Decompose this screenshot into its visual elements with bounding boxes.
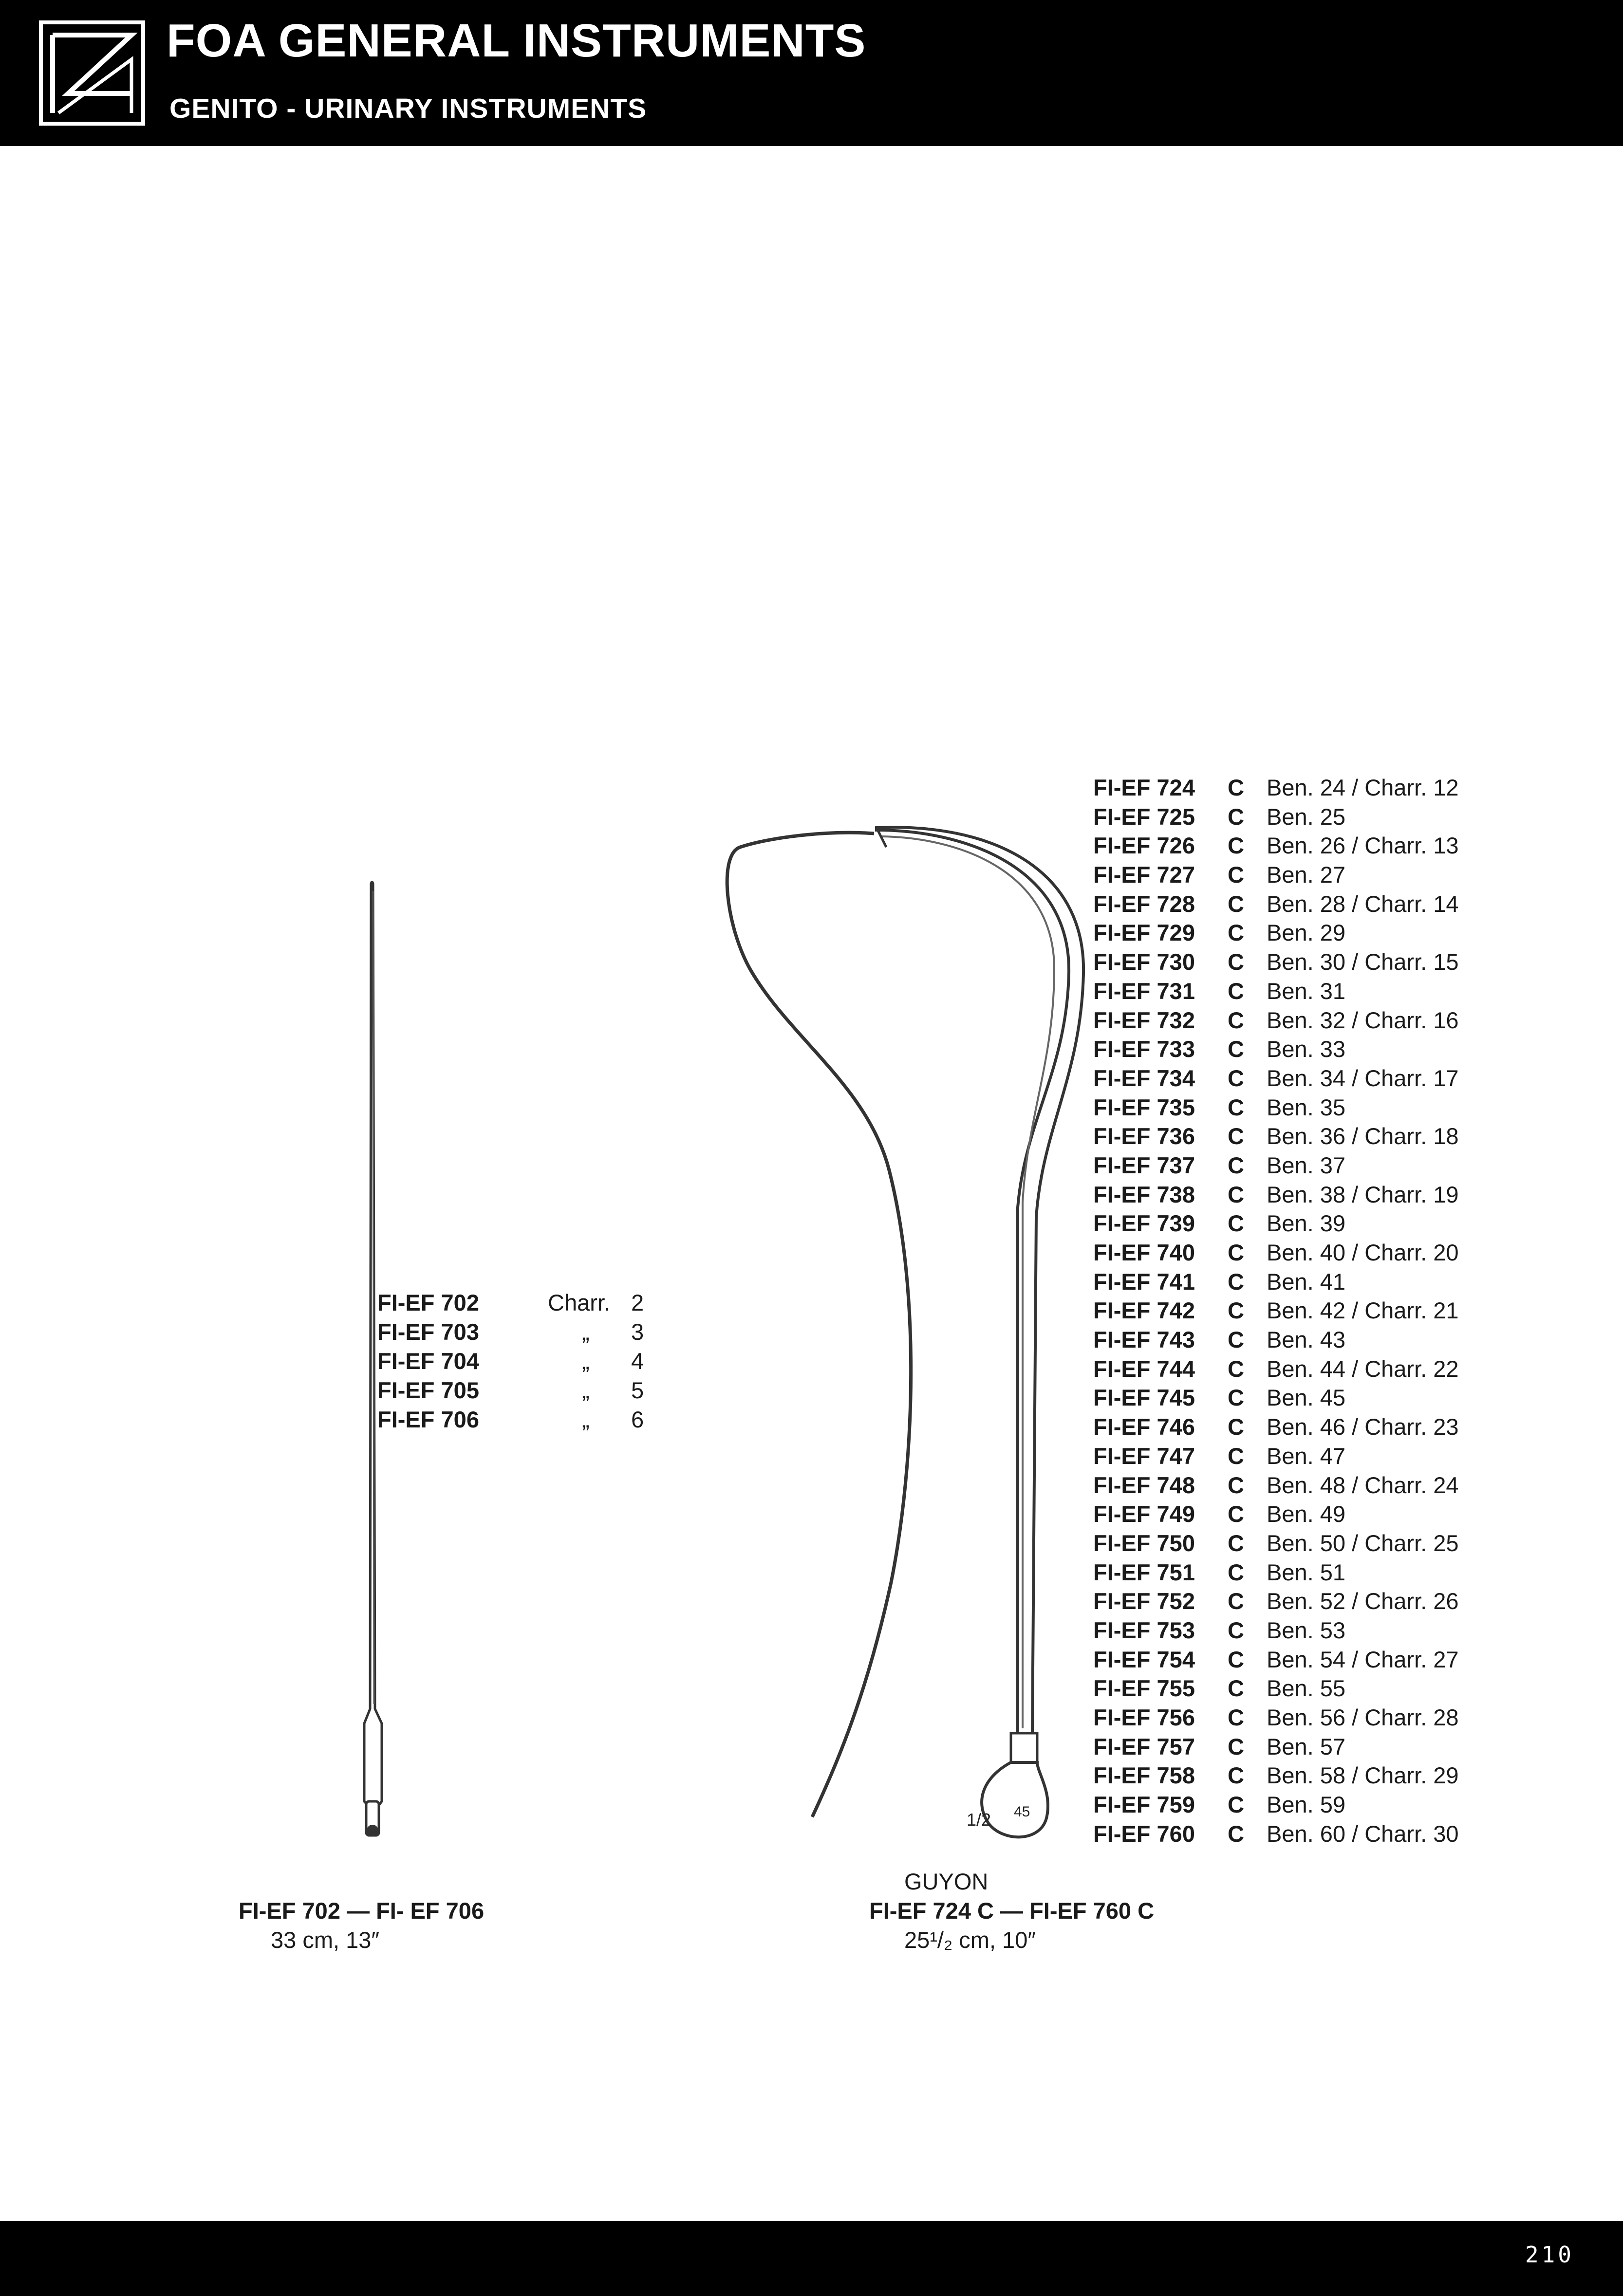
product-suffix: C [1228, 1501, 1244, 1527]
table-row [377, 1317, 660, 1347]
product-suffix: C [1228, 1355, 1244, 1382]
product-code: FI-EF 729 [1093, 920, 1195, 946]
product-suffix: C [1228, 1617, 1244, 1643]
table-row [1093, 773, 1595, 802]
table-row [377, 1376, 660, 1405]
size-value: Ben. 49 [1267, 1501, 1346, 1527]
table-row [1093, 1471, 1595, 1500]
product-code: FI-EF 751 [1093, 1559, 1195, 1585]
table-row [1093, 1412, 1595, 1442]
product-suffix: C [1228, 1152, 1244, 1178]
product-code: FI-EF 736 [1093, 1123, 1195, 1149]
size-value: 5 [631, 1377, 644, 1403]
size-value: Ben. 50 / Charr. 25 [1267, 1530, 1459, 1556]
size-value: Ben. 57 [1267, 1733, 1346, 1759]
product-code: FI-EF 727 [1093, 862, 1195, 888]
table-row [1093, 831, 1595, 860]
product-suffix: C [1228, 775, 1244, 800]
table-row [377, 1347, 660, 1376]
filiform-caption [239, 1896, 484, 1955]
product-suffix: C [1228, 978, 1244, 1004]
table-row [1093, 1267, 1595, 1296]
product-suffix: C [1228, 1036, 1244, 1062]
product-suffix: C [1228, 949, 1244, 975]
size-value: Ben. 39 [1267, 1210, 1346, 1237]
size-value: Ben. 26 / Charr. 13 [1267, 833, 1459, 859]
ditto-mark: „ [582, 1319, 590, 1345]
product-code: FI-EF 725 [1093, 803, 1195, 830]
product-code: FI-EF 747 [1093, 1443, 1195, 1469]
product-suffix: C [1228, 1588, 1244, 1614]
product-code: FI-EF 750 [1093, 1530, 1195, 1556]
product-suffix: C [1228, 862, 1244, 888]
product-suffix: C [1228, 1792, 1244, 1818]
product-suffix: C [1228, 1646, 1244, 1672]
size-value: Ben. 45 [1267, 1385, 1346, 1411]
product-suffix: C [1228, 1123, 1244, 1149]
size-value: Ben. 48 / Charr. 24 [1267, 1472, 1459, 1498]
table-row [1093, 977, 1595, 1006]
size-value: Ben. 35 [1267, 1094, 1346, 1120]
product-suffix: C [1228, 1210, 1244, 1237]
size-value: Ben. 30 / Charr. 15 [1267, 949, 1459, 975]
table-row [1093, 1006, 1595, 1035]
size-value: Ben. 56 / Charr. 28 [1267, 1704, 1459, 1730]
table-row [1093, 860, 1595, 889]
size-value: Ben. 44 / Charr. 22 [1267, 1355, 1459, 1382]
table-row [1093, 1703, 1595, 1732]
product-code: FI-EF 752 [1093, 1588, 1195, 1614]
product-code: FI-EF 739 [1093, 1210, 1195, 1237]
product-code: FI-EF 702 [377, 1290, 479, 1315]
size-label: Charr. [548, 1290, 610, 1315]
product-suffix: C [1228, 1559, 1244, 1585]
product-suffix: C [1228, 1704, 1244, 1730]
section-title: GENITO - URINARY INSTRUMENTS [169, 93, 647, 124]
size-value: Ben. 54 / Charr. 27 [1267, 1646, 1459, 1672]
table-row [1093, 1558, 1595, 1587]
ditto-mark: „ [582, 1407, 590, 1432]
product-code: FI-EF 731 [1093, 978, 1195, 1004]
product-code: FI-EF 756 [1093, 1704, 1195, 1730]
guyon-caption [869, 1867, 1154, 1955]
table-row [1093, 889, 1595, 919]
size-value: Ben. 37 [1267, 1152, 1346, 1178]
size-value: Ben. 31 [1267, 978, 1346, 1004]
company-name: FOA GENERAL INSTRUMENTS [167, 15, 866, 67]
size-value: 6 [631, 1407, 644, 1432]
product-code: FI-EF 754 [1093, 1646, 1195, 1672]
size-mark-label: 45 [1014, 1804, 1030, 1820]
size-value: Ben. 41 [1267, 1268, 1346, 1295]
product-code: FI-EF 738 [1093, 1181, 1195, 1207]
product-suffix: C [1228, 1762, 1244, 1789]
table-row [1093, 1587, 1595, 1616]
table-row [1093, 1035, 1595, 1064]
product-suffix: C [1228, 1530, 1244, 1556]
product-suffix: C [1228, 1733, 1244, 1759]
size-value: Ben. 29 [1267, 920, 1346, 946]
table-row [1093, 1354, 1595, 1384]
ditto-mark: „ [582, 1377, 590, 1403]
size-value: Ben. 51 [1267, 1559, 1346, 1585]
size-value: 2 [631, 1290, 644, 1315]
product-code: FI-EF 724 [1093, 775, 1195, 800]
product-code: FI-EF 732 [1093, 1007, 1195, 1033]
page-footer [0, 2221, 1623, 2296]
product-code: FI-EF 758 [1093, 1762, 1195, 1789]
table-row [1093, 1616, 1595, 1645]
product-length: 25¹/₂ cm, 10″ [904, 1927, 1036, 1953]
size-value: Ben. 47 [1267, 1443, 1346, 1469]
table-row [377, 1405, 660, 1434]
product-suffix: C [1228, 1268, 1244, 1295]
product-suffix: C [1228, 803, 1244, 830]
product-suffix: C [1228, 1240, 1244, 1265]
product-code: FI-EF 744 [1093, 1355, 1195, 1382]
product-range: FI-EF 724 C — FI-EF 760 C [869, 1898, 1155, 1924]
guyon-bougie-drawing [727, 827, 1083, 1837]
size-value: Ben. 60 / Charr. 30 [1267, 1820, 1459, 1847]
product-suffix: C [1228, 1297, 1244, 1324]
table-row [377, 1288, 660, 1317]
table-row [1093, 1325, 1595, 1354]
table-row [1093, 1761, 1595, 1790]
size-value: Ben. 24 / Charr. 12 [1267, 775, 1459, 800]
product-code: FI-EF 704 [377, 1348, 479, 1374]
size-value: Ben. 28 / Charr. 14 [1267, 890, 1459, 917]
product-suffix: C [1228, 1443, 1244, 1469]
table-row [1093, 1238, 1595, 1267]
table-row [1093, 1819, 1595, 1849]
product-range: FI-EF 702 — FI- EF 706 [239, 1898, 485, 1924]
product-code: FI-EF 728 [1093, 890, 1195, 917]
table-row [1093, 1732, 1595, 1761]
product-suffix: C [1228, 1094, 1244, 1120]
product-code: FI-EF 759 [1093, 1792, 1195, 1818]
product-suffix: C [1228, 890, 1244, 917]
scale-label: 1/2 [967, 1810, 991, 1830]
table-row [1093, 1209, 1595, 1238]
product-code: FI-EF 760 [1093, 1820, 1195, 1847]
size-value: Ben. 38 / Charr. 19 [1267, 1181, 1459, 1207]
product-code: FI-EF 735 [1093, 1094, 1195, 1120]
table-row [1093, 1645, 1595, 1674]
product-code: FI-EF 743 [1093, 1327, 1195, 1353]
product-suffix: C [1228, 920, 1244, 946]
table-row [1093, 1093, 1595, 1122]
size-value: Ben. 46 / Charr. 23 [1267, 1414, 1459, 1440]
table-row [1093, 1180, 1595, 1209]
table-row [1093, 1442, 1595, 1471]
product-code: FI-EF 748 [1093, 1472, 1195, 1498]
product-code: FI-EF 745 [1093, 1385, 1195, 1411]
size-value: Ben. 32 / Charr. 16 [1267, 1007, 1459, 1033]
product-suffix: C [1228, 1181, 1244, 1207]
page-number: 210 [1525, 2241, 1574, 2268]
size-value: Ben. 36 / Charr. 18 [1267, 1123, 1459, 1149]
size-value: Ben. 33 [1267, 1036, 1346, 1062]
size-value: Ben. 53 [1267, 1617, 1346, 1643]
product-name: GUYON [904, 1869, 989, 1894]
table-row [1093, 1151, 1595, 1180]
table-row [1093, 1064, 1595, 1093]
size-value: Ben. 25 [1267, 803, 1346, 830]
table-row [1093, 947, 1595, 977]
product-suffix: C [1228, 1675, 1244, 1702]
product-code: FI-EF 737 [1093, 1152, 1195, 1178]
product-suffix: C [1228, 1472, 1244, 1498]
table-row [1093, 1500, 1595, 1529]
product-code: FI-EF 726 [1093, 833, 1195, 859]
product-suffix: C [1228, 1385, 1244, 1411]
table-row [1093, 918, 1595, 947]
product-code: FI-EF 706 [377, 1407, 479, 1432]
table-row [1093, 1296, 1595, 1325]
size-value: Ben. 58 / Charr. 29 [1267, 1762, 1459, 1789]
size-value: Ben. 34 / Charr. 17 [1267, 1065, 1459, 1091]
guyon-size-table [1093, 773, 1595, 1848]
product-suffix: C [1228, 1065, 1244, 1091]
size-value: Ben. 52 / Charr. 26 [1267, 1588, 1459, 1614]
product-code: FI-EF 730 [1093, 949, 1195, 975]
size-value: Ben. 42 / Charr. 21 [1267, 1297, 1459, 1324]
product-code: FI-EF 746 [1093, 1414, 1195, 1440]
table-row [1093, 1790, 1595, 1819]
product-code: FI-EF 733 [1093, 1036, 1195, 1062]
product-code: FI-EF 741 [1093, 1268, 1195, 1295]
table-row [1093, 1122, 1595, 1151]
ditto-mark: „ [582, 1348, 590, 1374]
table-row [1093, 1383, 1595, 1412]
product-suffix: C [1228, 1820, 1244, 1847]
product-code: FI-EF 749 [1093, 1501, 1195, 1527]
product-suffix: C [1228, 833, 1244, 859]
size-value: Ben. 27 [1267, 862, 1346, 888]
table-row [1093, 802, 1595, 832]
size-value: 4 [631, 1348, 644, 1374]
filiform-size-table [377, 1288, 660, 1434]
product-code: FI-EF 757 [1093, 1733, 1195, 1759]
product-suffix: C [1228, 1414, 1244, 1440]
size-value: Ben. 55 [1267, 1675, 1346, 1702]
size-value: Ben. 43 [1267, 1327, 1346, 1353]
table-row [1093, 1529, 1595, 1558]
product-code: FI-EF 753 [1093, 1617, 1195, 1643]
product-code: FI-EF 705 [377, 1377, 479, 1403]
product-code: FI-EF 740 [1093, 1240, 1195, 1265]
product-code: FI-EF 703 [377, 1319, 479, 1345]
product-suffix: C [1228, 1007, 1244, 1033]
size-value: Ben. 59 [1267, 1792, 1346, 1818]
size-value: 3 [631, 1319, 644, 1345]
table-row [1093, 1674, 1595, 1703]
product-suffix: C [1228, 1327, 1244, 1353]
size-value: Ben. 40 / Charr. 20 [1267, 1240, 1459, 1265]
product-length: 33 cm, 13″ [271, 1927, 380, 1953]
product-code: FI-EF 755 [1093, 1675, 1195, 1702]
product-code: FI-EF 742 [1093, 1297, 1195, 1324]
product-code: FI-EF 734 [1093, 1065, 1195, 1091]
